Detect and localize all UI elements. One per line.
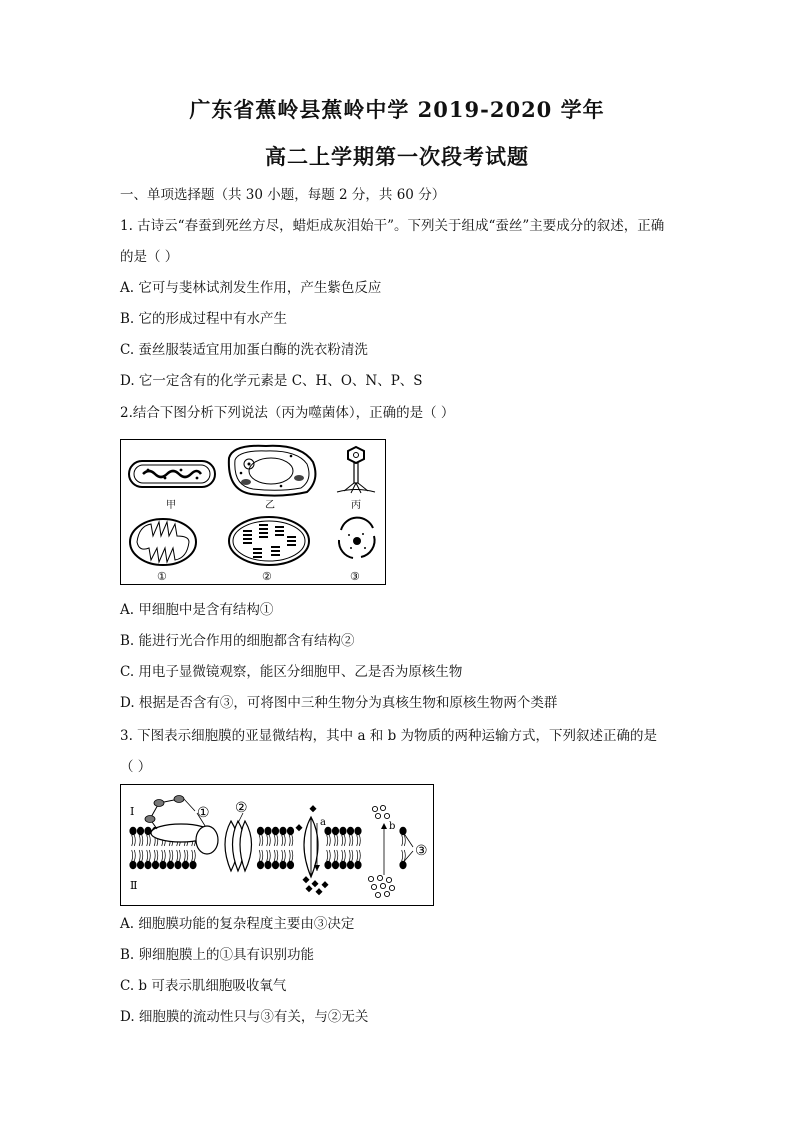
mitochondrion <box>130 519 196 565</box>
q3-option-b: B. 卵细胞膜上的①具有识别功能 <box>120 947 315 963</box>
q2-option-b: B. 能进行光合作用的细胞都含有结构② <box>120 633 355 649</box>
nucleus <box>339 518 375 558</box>
q3-membrane-figure <box>120 784 434 906</box>
label-jia: 甲 <box>166 500 176 511</box>
label-side-I: Ⅰ <box>130 805 135 818</box>
q1-option-b: B. 它的形成过程中有水产生 <box>120 311 288 327</box>
phage-bing <box>337 447 375 493</box>
q2-option-d: D. 根据是否含有③，可将图中三种生物分为真核生物和原核生物两个类群 <box>120 695 558 711</box>
q3-option-d: D. 细胞膜的流动性只与③有关，与②无关 <box>120 1009 369 1025</box>
q2-option-c: C. 用电子显微镜观察，能区分细胞甲、乙是否为原核生物 <box>120 664 463 680</box>
q2-stem: 2.结合下图分析下列说法（丙为噬菌体），正确的是（ ） <box>120 405 455 421</box>
document-title-line2: 高二上学期第一次段考试题 <box>265 144 529 169</box>
label-yi: 乙 <box>265 500 275 511</box>
q3-option-c: C. b 可表示肌细胞吸收氧气 <box>120 978 287 994</box>
label-structure-2: ② <box>262 570 272 583</box>
q1-stem-line1: 1. 古诗云“春蚕到死丝方尽，蜡炬成灰泪始干”。下列关于组成“蚕丝”主要成分的叙述，正确 <box>120 218 665 234</box>
label-structure-1: ① <box>157 570 167 583</box>
membrane-protein <box>196 813 252 871</box>
q1-stem-line2: 的是（ ） <box>120 249 179 265</box>
plant-cell-yi <box>229 446 316 496</box>
label-structure-3: ③ <box>350 570 360 583</box>
q1-option-a: A. 它可与斐林试剂发生作用，产生紫色反应 <box>120 280 382 296</box>
q3-stem-line1: 3. 下图表示细胞膜的亚显微结构，其中 a 和 b 为物质的两种运输方式，下列叙述正确的是 <box>120 728 658 744</box>
document-title-line1: 广东省蕉岭县蕉岭中学 2019-2020 学年 <box>189 97 605 122</box>
label-membrane-3: ③ <box>415 843 428 859</box>
label-bing: 丙 <box>351 500 361 511</box>
bacterium-cell-jia <box>129 461 215 487</box>
diffusion-molecules <box>368 805 394 897</box>
q3-option-a: A. 细胞膜功能的复杂程度主要由③决定 <box>120 916 355 932</box>
q2-option-a: A. 甲细胞中是含有结构① <box>120 602 274 618</box>
q1-option-c: C. 蚕丝服装适宜用加蛋白酶的洗衣粉清洗 <box>120 342 368 358</box>
q2-cell-figure <box>120 439 386 585</box>
chloroplast <box>229 517 309 565</box>
label-transport-b: b <box>389 821 396 832</box>
q3-stem-line2: （ ） <box>120 759 152 775</box>
label-membrane-1: ① <box>197 805 210 821</box>
label-transport-a: a <box>320 817 326 828</box>
q1-option-d: D. 它一定含有的化学元素是 C、H、O、N、P、S <box>120 373 423 389</box>
label-membrane-2: ② <box>235 800 248 816</box>
section-heading: 一、单项选择题（共 30 小题，每题 2 分，共 60 分） <box>120 187 446 203</box>
label-side-II: Ⅱ <box>130 879 138 892</box>
